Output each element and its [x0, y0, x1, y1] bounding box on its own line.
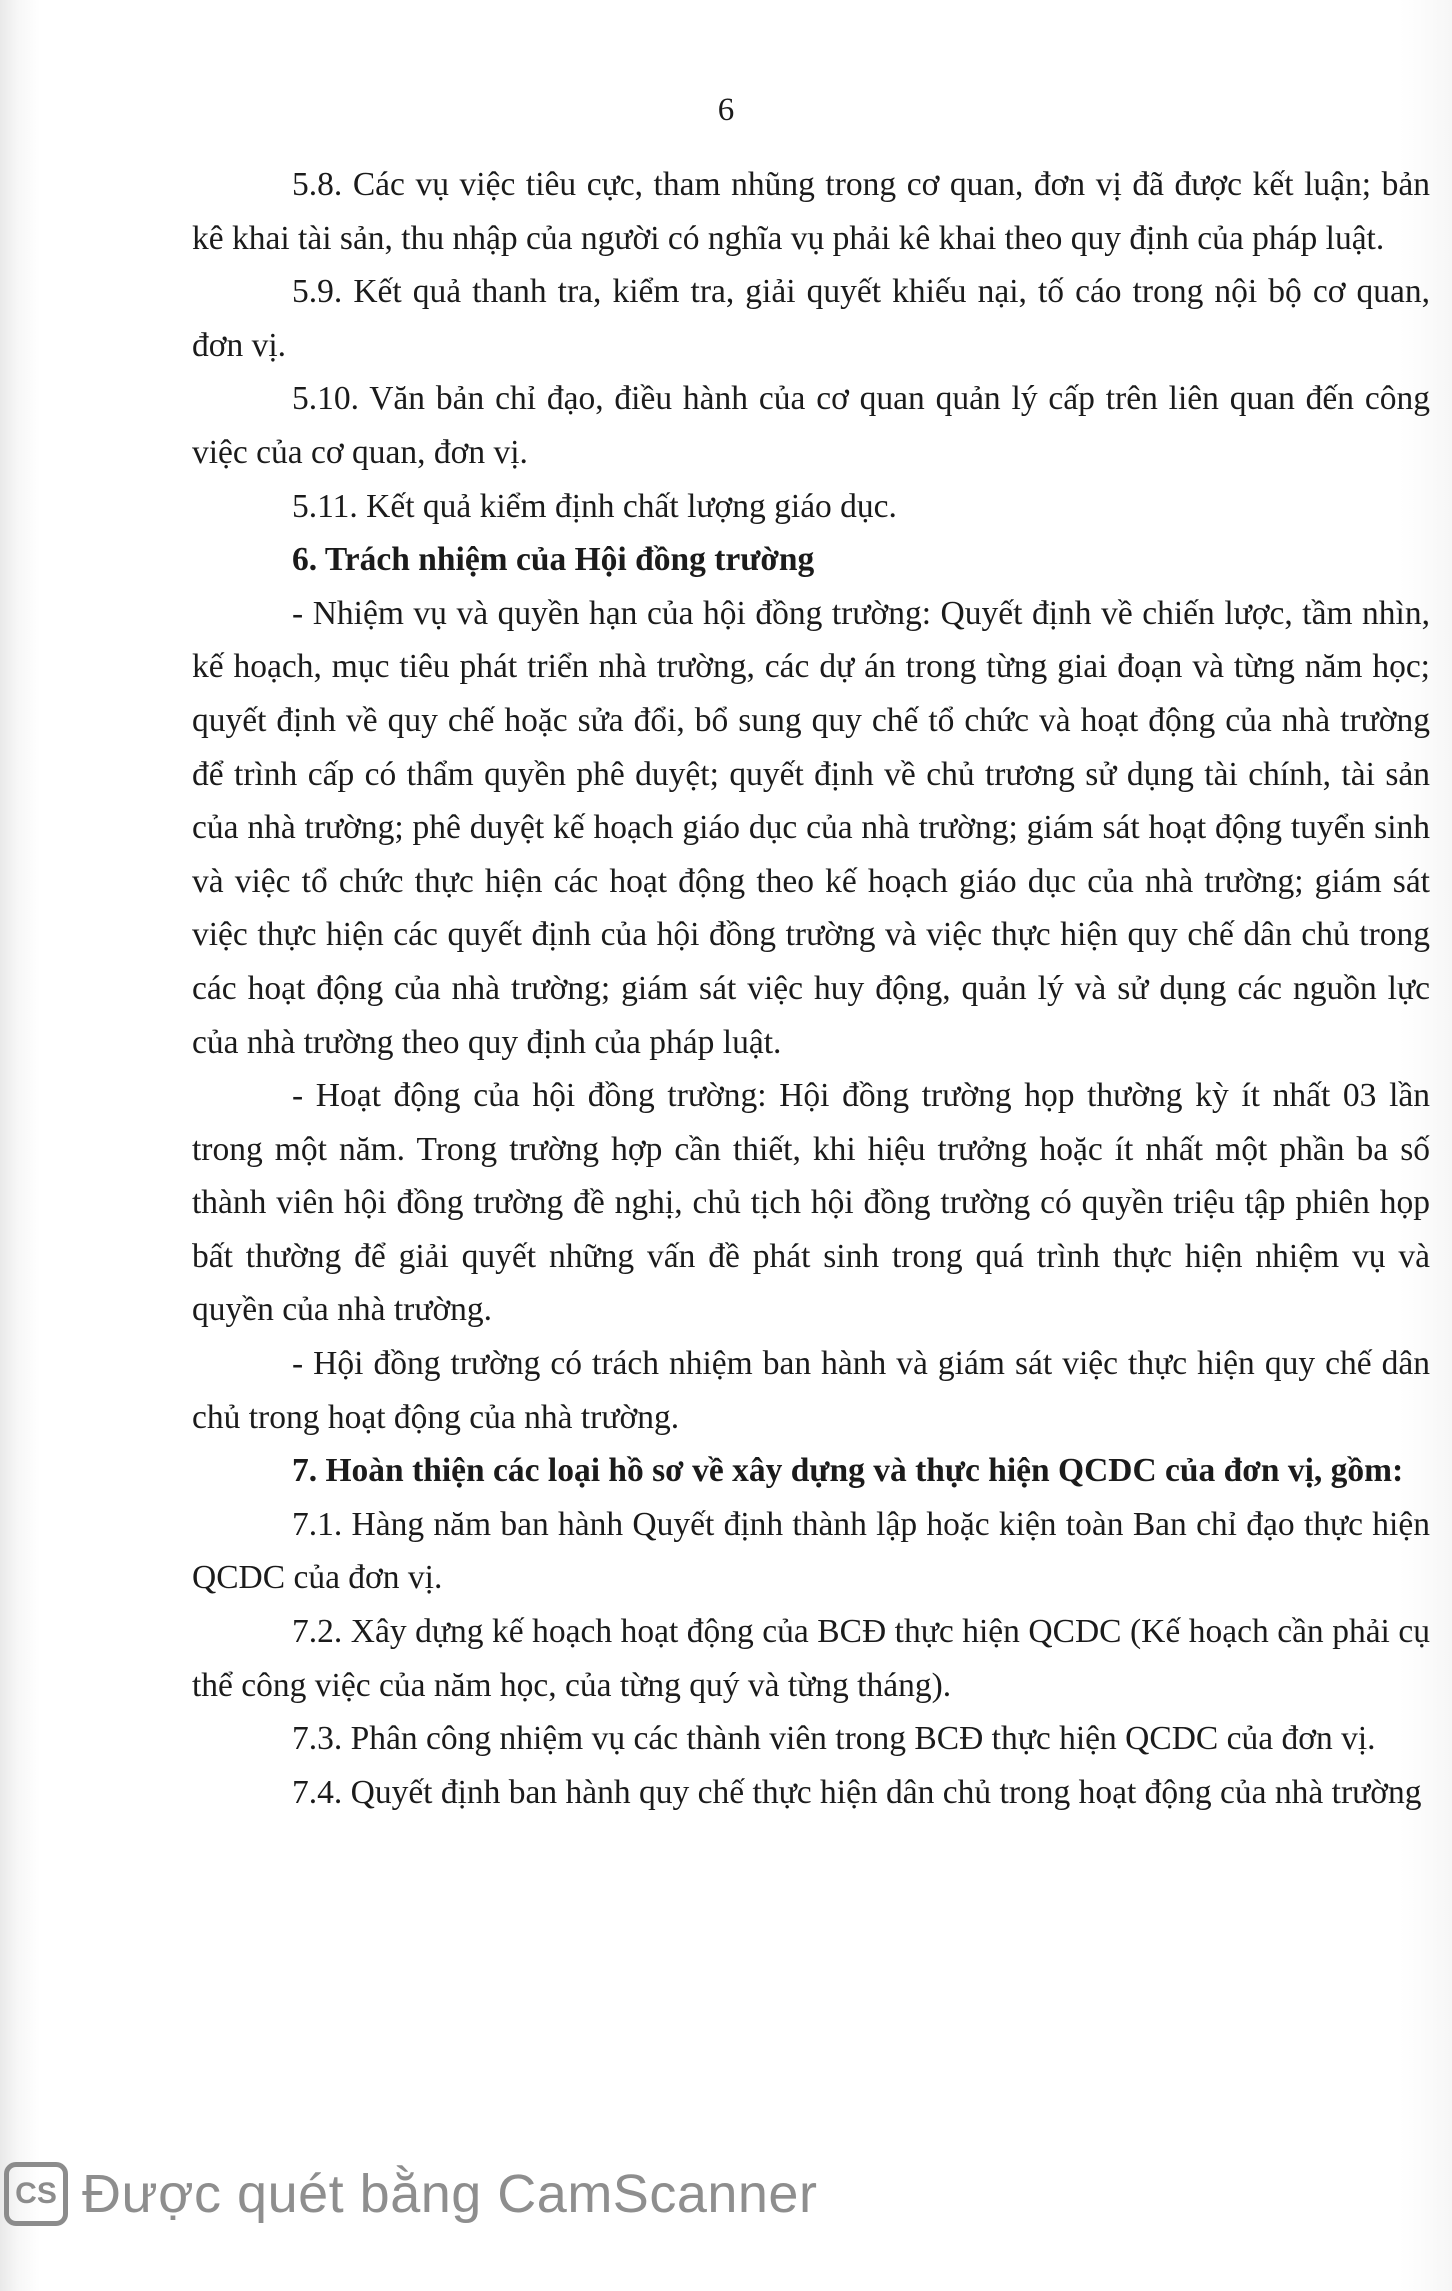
page-number: 6: [717, 92, 735, 128]
paragraph-council-responsibility: - Hội đồng trường có trách nhiệm ban hành và giám sát việc thực hiện quy chế dân chủ trong hoạt động của nhà trường.: [192, 1345, 1430, 1436]
paragraph-5-9: 5.9. Kết quả thanh tra, kiểm tra, giải quyết khiếu nại, tố cáo trong nội bộ cơ quan, đơn vị.: [192, 273, 1430, 364]
paragraph-7-3: 7.3. Phân công nhiệm vụ các thành viên trong BCĐ thực hiện QCDC của đơn vị.: [292, 1720, 1376, 1758]
section-heading-6: 6. Trách nhiệm của Hội đồng trường: [292, 541, 815, 579]
camscanner-watermark-text: Được quét bằng CamScanner: [82, 2164, 818, 2224]
camscanner-watermark: [0, 2158, 817, 2230]
paragraph-7-1: 7.1. Hàng năm ban hành Quyết định thành lập hoặc kiện toàn Ban chỉ đạo thực hiện QCDC của đơn vị.: [192, 1505, 1430, 1597]
document-body: [192, 158, 1430, 1819]
camscanner-logo-icon: CS: [4, 2162, 68, 2226]
paragraph-5-8: 5.8. Các vụ việc tiêu cực, tham nhũng trong cơ quan, đơn vị đã được kết luận; bản kê khai tài sản, thu nhập của người có nghĩa vụ phải kê khai theo quy định của pháp luật.: [192, 166, 1430, 257]
paragraph-7-2: 7.2. Xây dựng kế hoạch hoạt động của BCĐ thực hiện QCDC (Kế hoạch cần phải cụ thể công việc của năm học, của từng quý và từng tháng).: [192, 1613, 1430, 1704]
paragraph-5-11: 5.11. Kết quả kiểm định chất lượng giáo dục.: [292, 487, 897, 525]
paragraph-council-duties: - Nhiệm vụ và quyền hạn của hội đồng trường: Quyết định về chiến lược, tầm nhìn, kế hoạch, mục tiêu phát triển nhà trường, các dự án trong từng giai đoạn và từng năm học; quyết định về quy chế hoặc sửa đổi, bổ sung quy chế tổ chức và hoạt động của nhà trường để trình cấp có thẩm quyền phê duyệt; quyết định về chủ trương sử dụng tài chính, tài sản của nhà trường; phê duyệt kế hoạch giáo dục của nhà trường; giám sát hoạt động tuyển sinh và việc tổ chức thực hiện các hoạt động theo kế hoạch giáo dục của nhà trường; giám sát việc thực hiện các quyết định của hội đồng trường và việc thực hiện quy chế dân chủ trong các hoạt động của nhà trường; giám sát việc huy động, quản lý và sử dụng các nguồn lực của nhà trường theo quy định của pháp luật.: [192, 594, 1430, 1061]
paragraph-council-activities: - Hoạt động của hội đồng trường: Hội đồng trường họp thường kỳ ít nhất 03 lần trong một năm. Trong trường hợp cần thiết, khi hiệu trưởng hoặc ít nhất một phần ba số thành viên hội đồng trường đề nghị, chủ tịch hội đồng trường có quyền triệu tập phiên họp bất thường để giải quyết những vấn đề phát sinh trong quá trình thực hiện nhiệm vụ và quyền của nhà trường.: [192, 1077, 1430, 1329]
section-heading-7: 7. Hoàn thiện các loại hồ sơ về xây dựng và thực hiện QCDC của đơn vị, gồm:: [292, 1452, 1404, 1490]
paragraph-5-10: 5.10. Văn bản chỉ đạo, điều hành của cơ quan quản lý cấp trên liên quan đến công việc của cơ quan, đơn vị.: [192, 380, 1430, 471]
paragraph-7-4: 7.4. Quyết định ban hành quy chế thực hiện dân chủ trong hoạt động của nhà trường: [292, 1773, 1422, 1811]
